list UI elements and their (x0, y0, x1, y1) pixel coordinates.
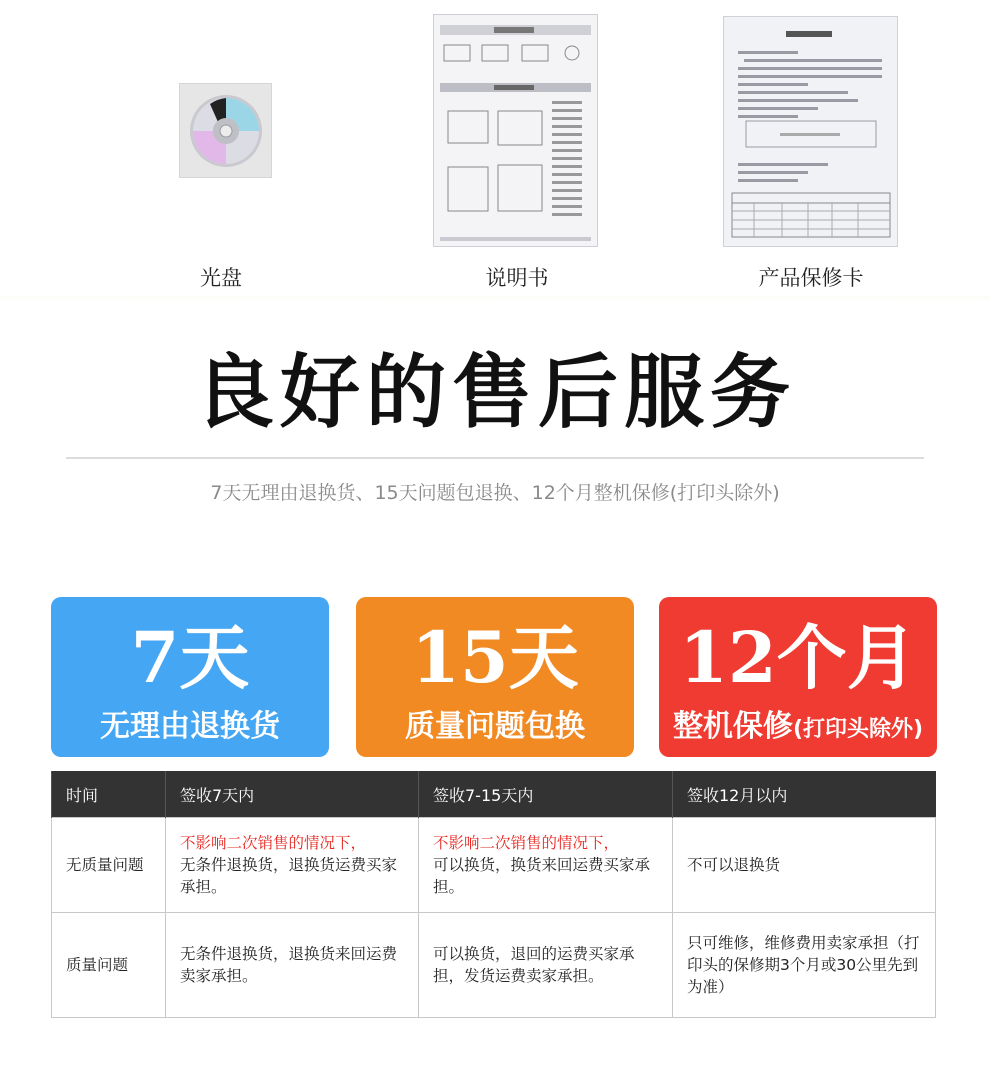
service-box-description (659, 707, 937, 750)
table-cell: 无条件退换货，退换货来回运费卖家承担。 (166, 913, 419, 1018)
table-row (52, 818, 936, 913)
item-label-cd: 光盘 (200, 266, 242, 290)
item-label-warranty-card: 产品保修卡 (758, 266, 864, 290)
cell-text: 无条件退换货，退换货运费买家承担。 (180, 856, 398, 896)
service-box-description: 无理由退换货 (100, 709, 280, 744)
page-subtitle: 7天无理由退换货、15天问题包退换、12个月整机保修(打印头除外) (210, 482, 780, 504)
section-divider (0, 296, 990, 302)
table-cell (419, 818, 673, 913)
row-label: 无质量问题 (52, 818, 166, 913)
table-header-cell: 签收7天内 (166, 771, 419, 818)
manual-icon (433, 14, 598, 247)
table-header-cell: 签收12月以内 (673, 771, 936, 818)
service-box-duration: 7天 (130, 616, 250, 699)
service-box-15-days (356, 597, 634, 757)
table-row (52, 913, 936, 1018)
service-box-note: (打印头除外) (792, 717, 924, 742)
cell-text: 可以换货，换货来回运费买家承担。 (433, 856, 651, 896)
item-label-manual: 说明书 (485, 266, 549, 290)
condition-note: 不影响二次销售的情况下， (180, 834, 367, 852)
table-cell (166, 818, 419, 913)
service-box-main-text: 整机保修 (672, 709, 793, 744)
title-divider (66, 457, 924, 459)
service-box-description: 质量问题包换 (405, 709, 585, 744)
service-box-duration: 12个月 (679, 616, 917, 699)
cd-icon (179, 83, 272, 178)
table-header-row (52, 771, 936, 818)
included-items (0, 0, 990, 300)
service-box-7-days (51, 597, 329, 757)
row-label: 质量问题 (52, 913, 166, 1018)
service-box-duration: 15天 (411, 616, 579, 699)
condition-note: 不影响二次销售的情况下， (433, 834, 620, 852)
table-cell: 不可以退换货 (673, 818, 936, 913)
table-cell: 只可维修，维修费用卖家承担（打印头的保修期3个月或30公里先到为准） (673, 913, 936, 1018)
table-header-cell: 时间 (52, 771, 166, 818)
table-header-cell: 签收7-15天内 (419, 771, 673, 818)
service-box-12-months (659, 597, 937, 757)
page-title: 良好的售后服务 (194, 346, 796, 439)
table-cell: 可以换货，退回的运费买家承担，发货运费卖家承担。 (419, 913, 673, 1018)
warranty-card-icon (723, 16, 898, 247)
after-sales-policy-table (51, 771, 936, 1018)
